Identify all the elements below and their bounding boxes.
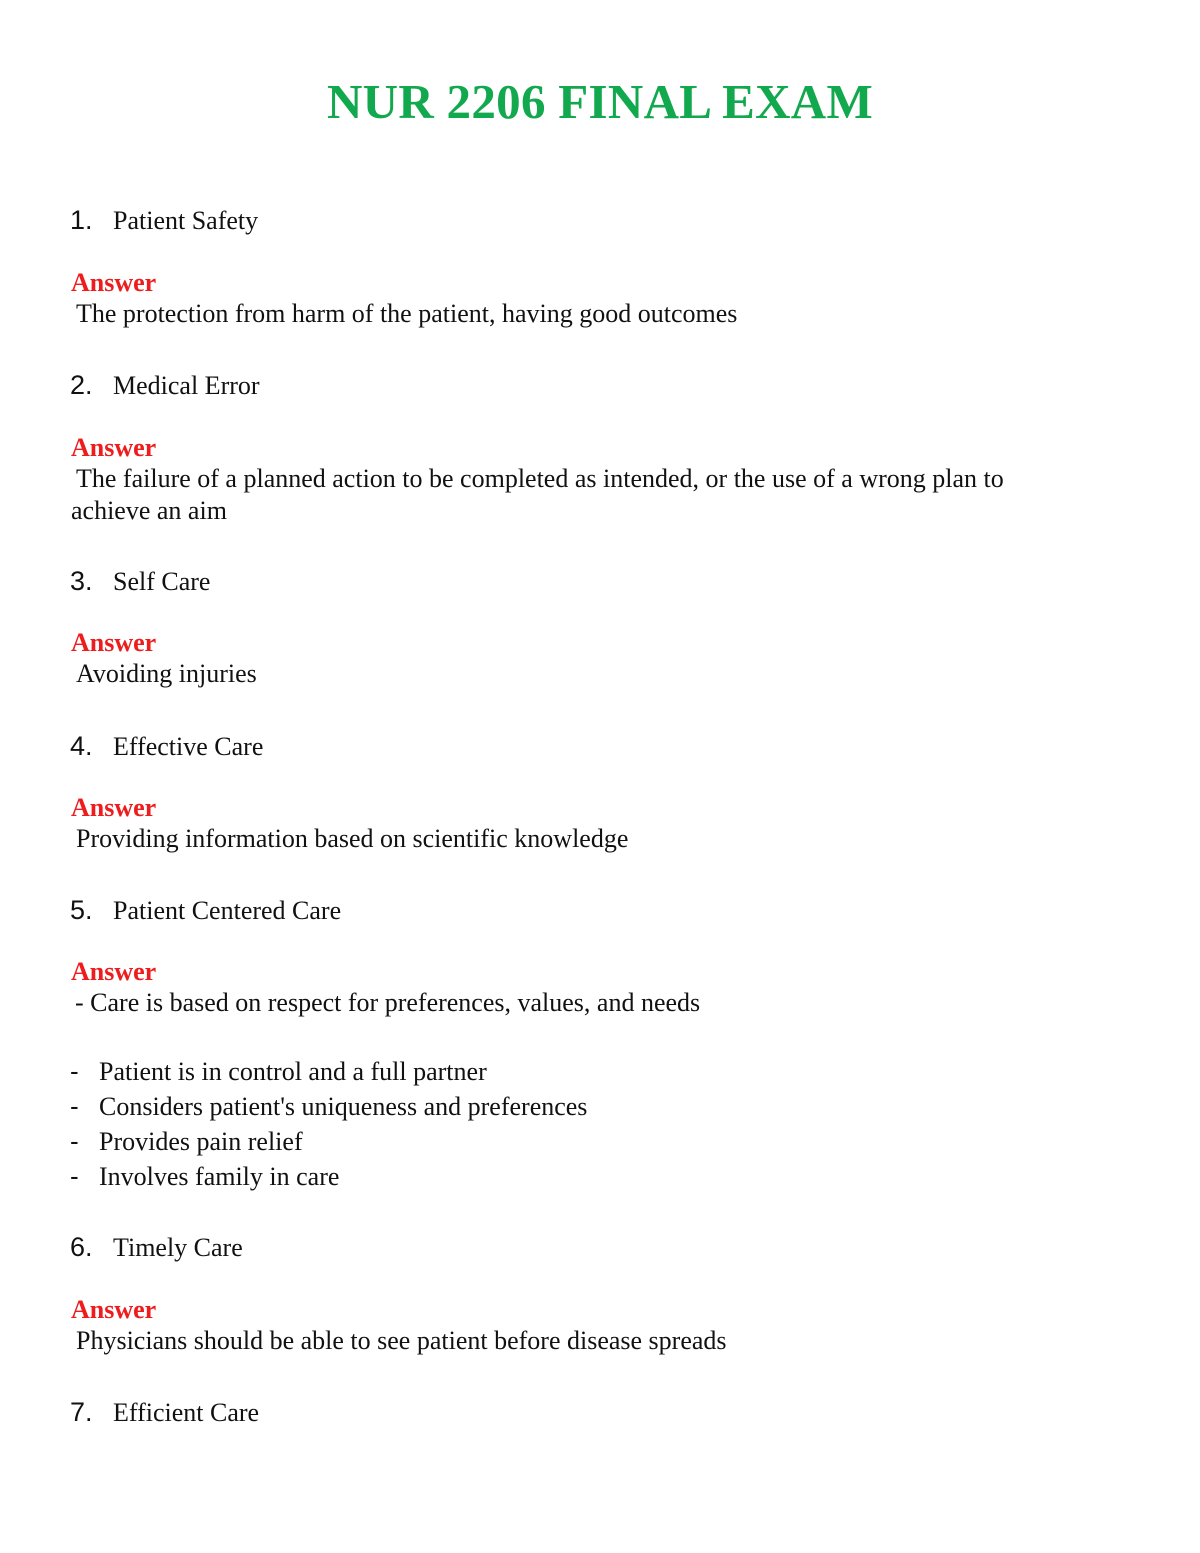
list-item	[70, 1054, 587, 1089]
question-number: 2.	[70, 370, 93, 400]
question-number: 4.	[70, 731, 93, 761]
question-term: Patient Centered Care	[113, 896, 342, 925]
answer-label: Answer	[71, 433, 157, 462]
bullet-list	[70, 1054, 587, 1194]
question-term: Self Care	[113, 567, 211, 596]
answer-label: Answer	[71, 957, 157, 986]
answer-text: Avoiding injuries	[76, 659, 257, 688]
question-4	[70, 729, 263, 763]
bullet-dash: -	[70, 1126, 79, 1156]
answer-label: Answer	[71, 793, 157, 822]
question-number: 3.	[70, 566, 93, 596]
question-number: 7.	[70, 1397, 93, 1427]
answer-text: The failure of a planned action to be completed as intended, or the use of a wrong plan to achieve an aim	[71, 464, 1011, 525]
list-item	[70, 1089, 587, 1124]
answer-label: Answer	[71, 1295, 157, 1324]
answer-text: Physicians should be able to see patient before disease spreads	[76, 1326, 727, 1355]
question-term: Medical Error	[113, 371, 260, 400]
answer-text: - Care is based on respect for preferences, values, and needs	[75, 988, 701, 1017]
answer-label: Answer	[71, 268, 157, 297]
answer-text: The protection from harm of the patient, having good outcomes	[76, 299, 738, 328]
question-term: Timely Care	[113, 1233, 243, 1262]
bullet-text: Considers patient's uniqueness and preferences	[99, 1092, 588, 1121]
question-term: Patient Safety	[113, 206, 259, 235]
question-7	[70, 1395, 259, 1429]
question-2	[70, 368, 260, 402]
answer-label: Answer	[71, 628, 157, 657]
question-number: 1.	[70, 205, 93, 235]
question-term: Efficient Care	[113, 1398, 260, 1427]
bullet-text: Involves family in care	[99, 1162, 340, 1191]
question-number: 6.	[70, 1232, 93, 1262]
question-1	[70, 203, 258, 237]
list-item	[70, 1159, 587, 1194]
question-5	[70, 893, 341, 927]
question-3	[70, 564, 210, 598]
question-6	[70, 1230, 243, 1264]
bullet-text: Provides pain relief	[99, 1127, 303, 1156]
answer-text: Providing information based on scientific knowledge	[76, 824, 629, 853]
bullet-dash: -	[70, 1091, 79, 1121]
question-term: Effective Care	[113, 732, 264, 761]
bullet-dash: -	[70, 1056, 79, 1086]
document-title: NUR 2206 FINAL EXAM	[326, 74, 874, 129]
bullet-dash: -	[70, 1161, 79, 1191]
list-item	[70, 1124, 587, 1159]
bullet-text: Patient is in control and a full partner	[99, 1057, 487, 1086]
question-number: 5.	[70, 895, 93, 925]
